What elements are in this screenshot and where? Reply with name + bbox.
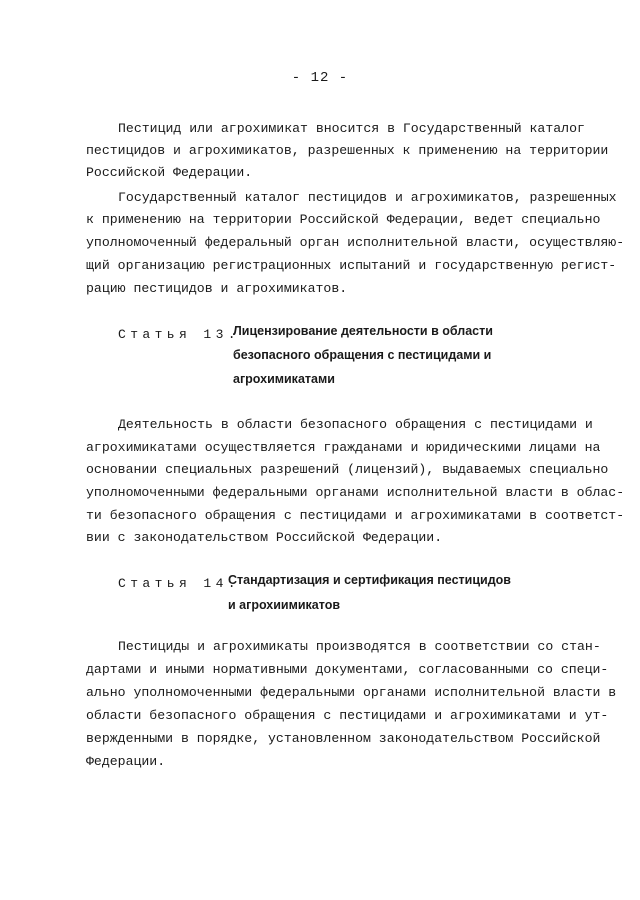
article-14-body-line-5: вержденными в порядке, установленном законодательством Российской	[86, 731, 601, 746]
article-13-title-line-2: безопасного обращения с пестицидами и	[233, 348, 492, 362]
article-13-label: Статья 13.	[118, 327, 241, 342]
paragraph-2-line-1: Государственный каталог пестицидов и агрохимикатов, разрешенных	[118, 190, 617, 205]
article-14-label: Статья 14.	[118, 576, 241, 591]
paragraph-1-line-2: пестицидов и агрохимикатов, разрешенных к применению на территории	[86, 143, 609, 158]
article-13-body-line-4: уполномоченными федеральными органами исполнительной власти в облас-	[86, 485, 625, 500]
paragraph-2-line-2: к применению на территории Российской Федерации, ведет специально	[86, 212, 601, 227]
article-14-title-line-2: и агрохиимикатов	[228, 598, 341, 612]
article-13-body-line-2: агрохимикатами осуществляется гражданами и юридическими лицами на	[86, 440, 601, 455]
article-14-body-line-3: ально уполномоченными федеральными органами исполнительной власти в	[86, 685, 617, 700]
article-14-title-line-1: Стандартизация и сертификация пестицидов	[228, 573, 511, 587]
article-14-body-line-4: области безопасного обращения с пестицидами и агрохимикатами и ут-	[86, 708, 609, 723]
page-number: - 12 -	[291, 70, 349, 86]
article-13-title-line-3: агрохимикатами	[233, 372, 335, 386]
article-13-body-line-1: Деятельность в области безопасного обращения с пестицидами и	[118, 417, 593, 432]
article-14-body-line-2: дартами и иными нормативными документами, согласованными со специ-	[86, 662, 609, 677]
paragraph-2-line-5: рацию пестицидов и агрохимикатов.	[86, 281, 348, 296]
paragraph-1-line-3: Российской Федерации.	[86, 165, 253, 180]
article-14-body-line-1: Пестициды и агрохимикаты производятся в соответствии со стан-	[118, 639, 601, 654]
article-13-body-line-5: ти безопасного обращения с пестицидами и агрохимикатами в соответст-	[86, 508, 625, 523]
paragraph-1-line-1: Пестицид или агрохимикат вносится в Государственный каталог	[118, 121, 585, 136]
article-13-body-line-6: вии с законодательством Российской Федерации.	[86, 530, 443, 545]
paragraph-2-line-4: щий организацию регистрационных испытаний и государственную регист-	[86, 258, 617, 273]
article-13-title-line-1: Лицензирование деятельности в области	[233, 324, 493, 338]
paragraph-2-line-3: уполномоченный федеральный орган исполнительной власти, осуществляю-	[86, 235, 625, 250]
article-13-body-line-3: основании специальных разрешений (лицензий), выдаваемых специально	[86, 462, 609, 477]
article-14-body-line-6: Федерации.	[86, 754, 166, 769]
